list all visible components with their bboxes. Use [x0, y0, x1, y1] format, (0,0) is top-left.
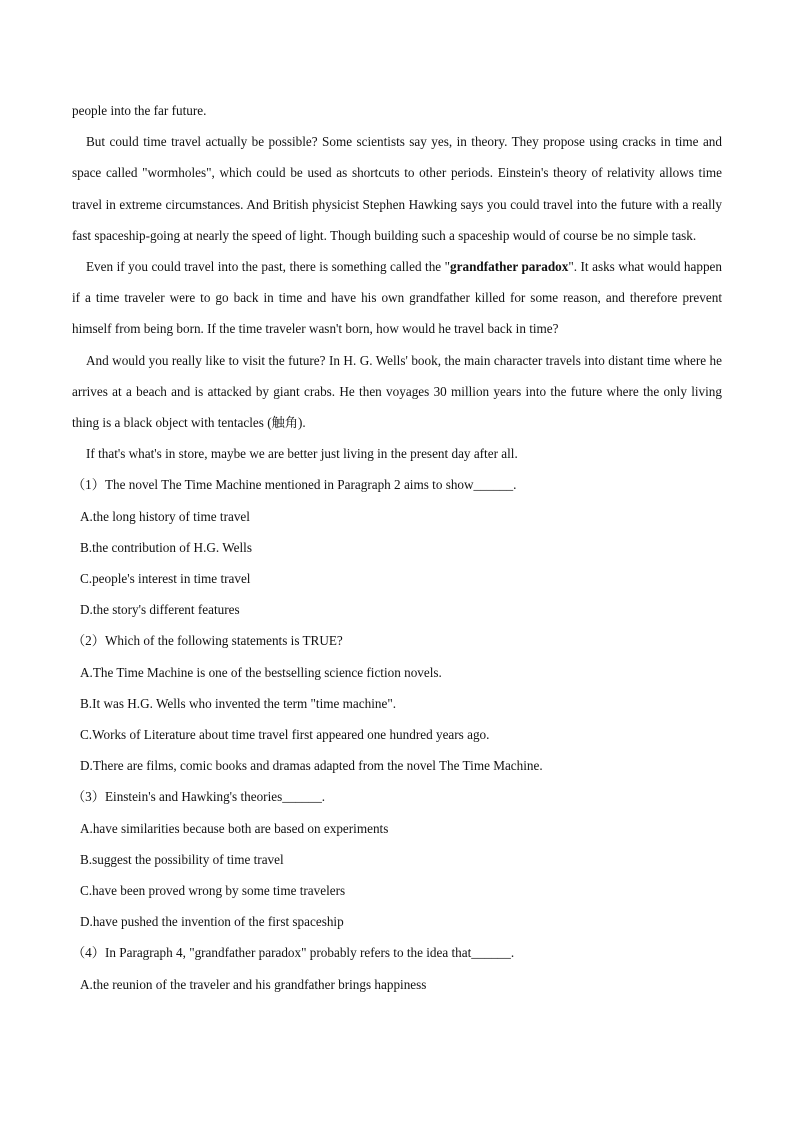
- passage-paragraph: And would you really like to visit the future? In H. G. Wells' book, the main character travels into distant time where he arrives at a beach and is attacked by giant crabs. He then voyages 30 million years into the future where the only living thing is a black object with tentacles (触角).: [72, 352, 722, 431]
- paragraph-text: ". It asks what would happen if a time traveler were to go back in time and have his own grandfather killed for some reason, and therefore prevent himself from being born. If the time traveler wasn't born, how would he travel back in time?: [72, 259, 722, 337]
- question-option: D.have pushed the invention of the first spaceship: [80, 914, 344, 930]
- question-option: A.the long history of time travel: [80, 508, 250, 524]
- question-stem: （4）In Paragraph 4, "grandfather paradox" probably refers to the idea that______.: [72, 945, 515, 961]
- question-option: C.Works of Literature about time travel first appeared one hundred years ago.: [80, 727, 490, 743]
- passage-paragraph: [72, 251, 722, 345]
- question-option: B.the contribution of H.G. Wells: [80, 539, 252, 555]
- question-option: A.The Time Machine is one of the bestselling science fiction novels.: [80, 664, 442, 680]
- passage-paragraph: But could time travel actually be possible? Some scientists say yes, in theory. They propose using cracks in time and space called "wormholes", which could be used as shortcuts to other periods. Einstein's theory of relativity allows time travel in extreme circumstances. And British physicist Stephen Hawking says you could travel into the future with a really fast spaceship-going at nearly the speed of light. Though building such a spaceship would of course be no simple task.: [72, 134, 722, 243]
- document-body: [72, 95, 722, 1000]
- question-stem: （2）Which of the following statements is TRUE?: [72, 633, 343, 649]
- question-option: C.have been proved wrong by some time travelers: [80, 883, 346, 899]
- passage-paragraph: If that's what's in store, maybe we are better just living in the present day after all.: [86, 446, 518, 462]
- question-option: C.people's interest in time travel: [80, 571, 251, 587]
- question-option: A.the reunion of the traveler and his grandfather brings happiness: [80, 976, 427, 992]
- paragraph-text: Even if you could travel into the past, there is something called the ": [86, 259, 451, 275]
- question-stem: （1）The novel The Time Machine mentioned in Paragraph 2 aims to show______.: [72, 477, 517, 493]
- question-stem: （3）Einstein's and Hawking's theories______.: [72, 789, 326, 805]
- passage-paragraph: people into the far future.: [72, 103, 207, 118]
- question-option: B.suggest the possibility of time travel: [80, 851, 284, 867]
- question-option: D.There are films, comic books and dramas adapted from the novel The Time Machine.: [80, 758, 543, 774]
- question-option: A.have similarities because both are based on experiments: [80, 820, 389, 836]
- question-option: B.It was H.G. Wells who invented the term "time machine".: [80, 695, 397, 711]
- question-option: D.the story's different features: [80, 602, 240, 618]
- bold-term: grandfather paradox: [450, 259, 569, 275]
